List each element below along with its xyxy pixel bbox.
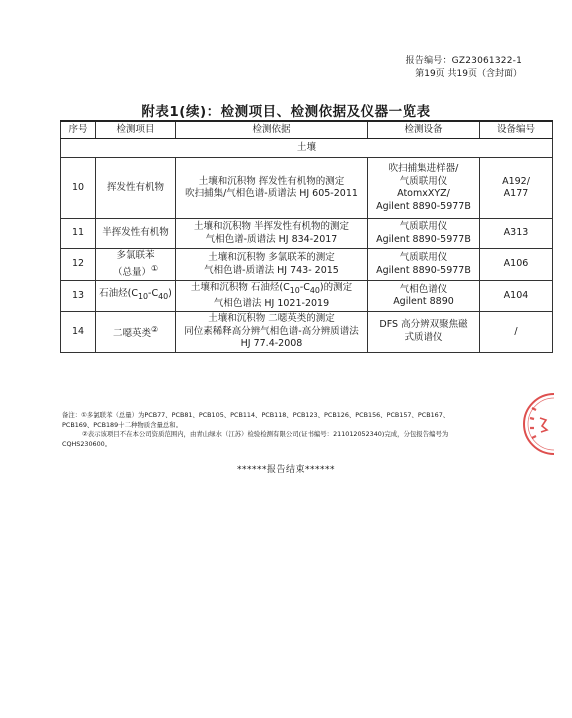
- row-item: 挥发性有机物: [96, 158, 176, 219]
- col-header-no: 序号: [61, 121, 96, 139]
- row-equipment: 吹扫捕集进样器/ 气质联用仪 AtomxXYZ/ Agilent 8890-5977B: [368, 158, 480, 219]
- instrument-table: [60, 120, 553, 353]
- report-number: 报告编号：GZ23061322-1: [405, 56, 522, 66]
- report-number-block: [406, 55, 522, 81]
- page-count: 第19页 共19页（含封面）: [415, 69, 522, 79]
- row-basis: 土壤和沉积物 二噁英类的测定 同位素稀释高分辨气相色谱-高分辨质谱法 HJ 77.4-2008: [176, 312, 368, 353]
- row-basis: 土壤和沉积物 多氯联苯的测定 气相色谱-质谱法 HJ 743- 2015: [176, 249, 368, 281]
- row-equipment: DFS 高分辨双聚焦磁 式质谱仪: [368, 312, 480, 353]
- table-row: [61, 249, 553, 281]
- row-code: A104: [480, 281, 553, 312]
- table-row: [61, 158, 553, 219]
- page-title: 附表1(续)：检测项目、检测依据及仪器一览表: [141, 104, 431, 120]
- row-item: 二噁英类②: [96, 312, 176, 353]
- row-equipment: 气质联用仪 Agilent 8890-5977B: [368, 219, 480, 249]
- row-equipment: 气相色谱仪 Agilent 8890: [368, 281, 480, 312]
- table-row: [61, 312, 553, 353]
- row-equipment: 气质联用仪 Agilent 8890-5977B: [368, 249, 480, 281]
- row-code: /: [480, 312, 553, 353]
- remarks: 备注：①多氯联苯（总量）为PCB77、PCB81、PCB105、PCB114、PCB118、PCB123、PCB126、PCB156、PCB157、PCB167、 PCB169、PCB189十二种物质含量总和。 ②表示该项目不在本公司资质范围内，由青山绿水（江苏）检验检测有限公司(证书编号：211012052340)完成，分包报告编号为 CQHS230600。: [62, 411, 450, 448]
- report-end-marker: ******报告结束******: [236, 465, 335, 475]
- seal-stamp: [512, 390, 554, 458]
- row-basis: 土壤和沉积物 半挥发性有机物的测定 气相色谱-质谱法 HJ 834-2017: [176, 219, 368, 249]
- row-item: 石油烃$(C_{10}-C_{40})$: [96, 281, 176, 312]
- row-no: 12: [61, 249, 96, 281]
- row-code: A192/ A177: [480, 158, 553, 219]
- col-header-item: 检测项目: [96, 121, 176, 139]
- table-row: [61, 219, 553, 249]
- col-header-basis: 检测依据: [176, 121, 368, 139]
- row-no: 14: [61, 312, 96, 353]
- row-code: A313: [480, 219, 553, 249]
- row-no: 13: [61, 281, 96, 312]
- row-basis: 土壤和沉积物 石油烃$(C_{10}-C_{40})$的测定 气相色谱法 HJ 1021-2019: [176, 281, 368, 312]
- row-item: 多氯联苯 （总量）①: [96, 249, 176, 281]
- row-code: A106: [480, 249, 553, 281]
- section-row: [61, 139, 553, 158]
- col-header-equipment: 检测设备: [368, 121, 480, 139]
- col-header-code: 设备编号: [480, 121, 553, 139]
- table-row: [61, 281, 553, 312]
- seal-stamp-icon: [512, 390, 554, 458]
- row-item: 半挥发性有机物: [96, 219, 176, 249]
- section-label: 土壤: [61, 139, 553, 158]
- row-no: 11: [61, 219, 96, 249]
- row-no: 10: [61, 158, 96, 219]
- table-header-row: [61, 121, 553, 139]
- row-basis: 土壤和沉积物 挥发性有机物的测定 吹扫捕集/气相色谱-质谱法 HJ 605-2011: [176, 158, 368, 219]
